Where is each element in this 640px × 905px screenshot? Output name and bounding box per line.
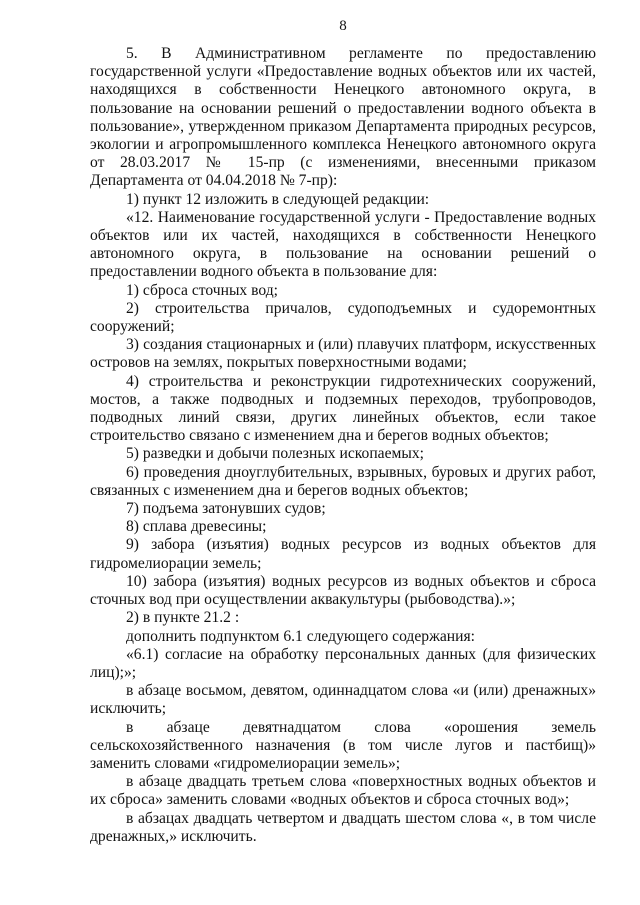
document-body [90, 45, 596, 846]
list-item-3: 3) создания стационарных и (или) плавучих платформ, искусственных островов на землях, покрытых поверхностными водами; [90, 336, 596, 372]
paragraph-abzac-19: в абзаце девятнадцатом слова «орошения земель сельскохозяйственного назначения (в том числе лугов и пастбищ)» заменить словами «гидромелиорации земель»; [90, 718, 596, 772]
list-item-8: 8) сплава древесины; [126, 518, 267, 536]
page-number: 8 [339, 18, 347, 34]
paragraph-abzac-8-9-11: в абзаце восьмом, девятом, одиннадцатом слова «и (или) дренажных» исключить; [90, 682, 596, 718]
paragraph-item5-intro: 5. В Административном регламенте по предоставлению государственной услуги «Предоставление водных объектов или их частей, находящихся в собственности Ненецкого автономного округа, в пользование на основании решений о предоставлении водного объекта в пользование», утвержденном приказом Департамента природных ресурсов, экологии и агропромышленного комплекса Ненецкого автономного округа от 28.03.2017 № 15-пр (с изменениями, внесенными приказом Департамента от 04.04.2018 № 7-пр): [90, 45, 596, 190]
list-item-9: 9) забора (изъятия) водных ресурсов из водных объектов для гидромелиорации земель; [90, 536, 596, 572]
list-item-2: 2) строительства причалов, судоподъемных и судоремонтных сооружений; [90, 299, 596, 336]
paragraph-point2: 2) в пункте 21.2 : [126, 609, 240, 627]
list-item-10: 10) забора (изъятия) водных ресурсов из водных объектов и сброса сточных вод при осуществлении аквакультуры (рыбоводства).»; [90, 572, 596, 609]
paragraph-item12-name: «12. Наименование государственной услуги - Предоставление водных объектов или их частей, находящихся в собственности Ненецкого автономного округа, в пользование на основании решений о предоставлении водного объекта в пользование для: [90, 208, 596, 281]
list-item-4: 4) строительства и реконструкции гидротехнических сооружений, мостов, а также подводных и подземных переходов, трубопроводов, подводных линий связи, других линейных объектов, если такое строительство связано с изменением дна и берегов водных объектов; [90, 372, 596, 445]
paragraph-abzac-23: в абзаце двадцать третьем слова «поверхностных водных объектов и их сброса» заменить словами «водных объектов и сброса сточных вод»; [90, 773, 596, 809]
paragraph-point1: 1) пункт 12 изложить в следующей редакции: [126, 190, 430, 208]
list-item-6: 6) проведения дноуглубительных, взрывных, буровых и других работ, связанных с изменением дна и берегов водных объектов; [90, 463, 596, 499]
paragraph-add-6-1: дополнить подпунктом 6.1 следующего содержания: [126, 627, 475, 645]
list-item-7: 7) подъема затонувших судов; [126, 500, 326, 518]
paragraph-abzac-24-26: в абзацах двадцать четвертом и двадцать шестом слова «, в том числе дренажных,» исключить. [90, 809, 596, 845]
list-item-5: 5) разведки и добычи полезных ископаемых; [126, 445, 424, 463]
paragraph-6-1-text: «6.1) согласие на обработку персональных данных (для физических лиц);»; [90, 645, 596, 681]
list-item-1: 1) сброса сточных вод; [126, 281, 279, 299]
